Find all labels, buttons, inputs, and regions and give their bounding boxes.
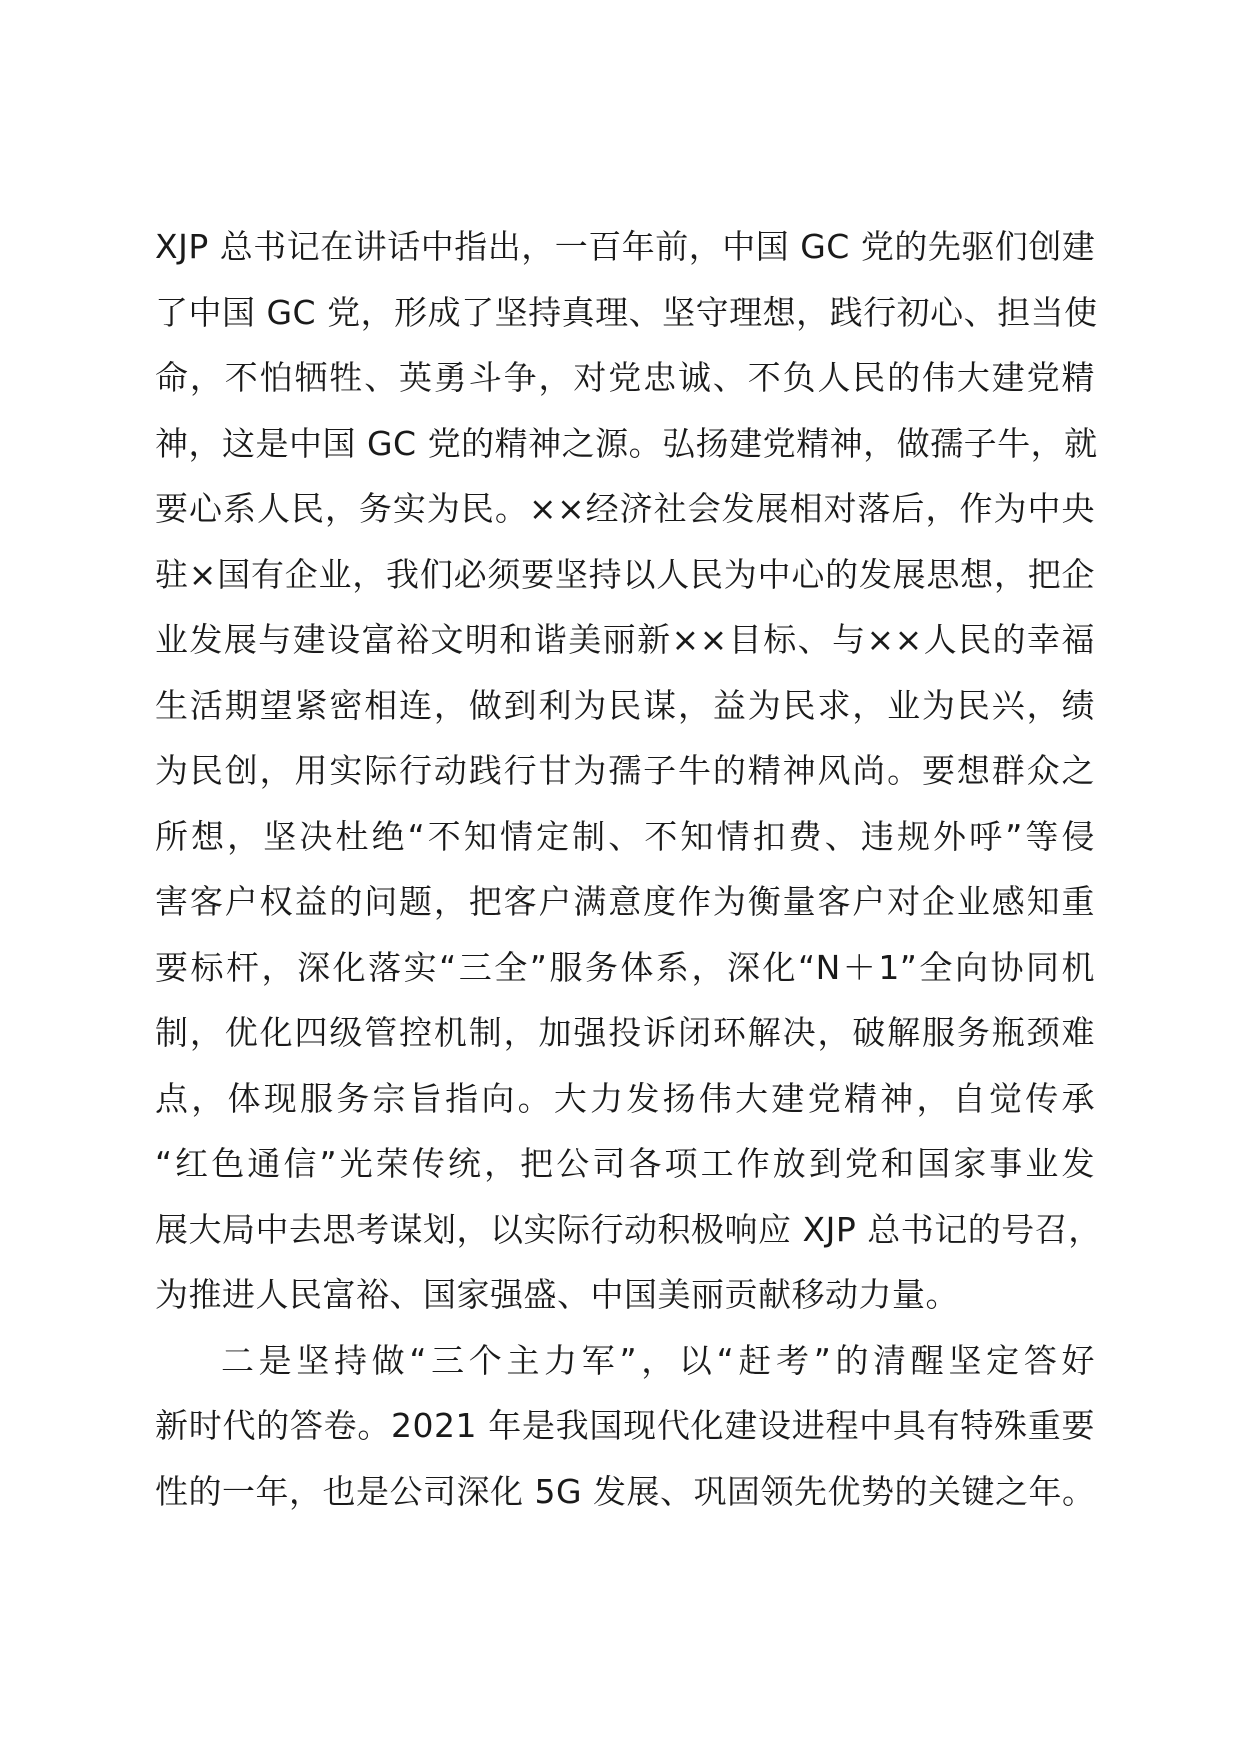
text-line: 神，这是中国 GC 党的精神之源。弘扬建党精神，做孺子牛，就 <box>155 423 1098 463</box>
text-line: 要心系人民，务实为民。××经济社会发展相对落后，作为中央 <box>155 489 1095 528</box>
text-line: “红色通信”光荣传统，把公司各项工作放到党和国家事业发 <box>155 1144 1095 1183</box>
text-line: 命，不怕牺牲、英勇斗争，对党忠诚、不负人民的伟大建党精 <box>155 358 1095 397</box>
text-line: 业发展与建设富裕文明和谐美丽新××目标、与××人民的幸福 <box>155 620 1095 659</box>
text-line: 要标杆，深化落实“三全”服务体系，深化“N＋1”全向协同机 <box>155 947 1095 987</box>
text-line: 为推进人民富裕、国家强盛、中国美丽贡献移动力量。 <box>155 1275 959 1314</box>
text-line: 生活期望紧密相连，做到利为民谋，益为民求，业为民兴，绩 <box>155 685 1095 725</box>
text-line: 为民创，用实际行动践行甘为孺子牛的精神风尚。要想群众之 <box>155 751 1095 790</box>
text-line: 展大局中去思考谋划，以实际行动积极响应 XJP 总书记的号召， <box>155 1209 1102 1249</box>
text-line: 制，优化四级管控机制，加强投诉闭环解决，破解服务瓶颈难 <box>155 1013 1095 1052</box>
text-line: 新时代的答卷。2021 年是我国现代化建设进程中具有特殊重要 <box>155 1406 1095 1445</box>
text-line: 二是坚持做“三个主力军”，以“赶考”的清醒坚定答好 <box>221 1340 1095 1380</box>
text-line: 驻×国有企业，我们必须要坚持以人民为中心的发展思想，把企 <box>155 554 1095 594</box>
text-line: 性的一年，也是公司深化 5G 发展、巩固领先优势的关键之年。 <box>155 1471 1096 1511</box>
text-line: XJP 总书记在讲话中指出，一百年前，中国 GC 党的先驱们创建 <box>155 227 1096 266</box>
text-line: 点，体现服务宗旨指向。大力发扬伟大建党精神，自觉传承 <box>155 1078 1095 1118</box>
paragraph-2 <box>155 1328 1095 1525</box>
text-line: 了中国 GC 党，形成了坚持真理、坚守理想，践行初心、担当使 <box>155 292 1098 332</box>
paragraph-1 <box>155 214 1102 1328</box>
text-line: 所想，坚决杜绝“不知情定制、不知情扣费、违规外呼”等侵 <box>155 816 1095 856</box>
body-text <box>155 214 1102 1524</box>
text-line: 害客户权益的问题，把客户满意度作为衡量客户对企业感知重 <box>155 882 1095 921</box>
